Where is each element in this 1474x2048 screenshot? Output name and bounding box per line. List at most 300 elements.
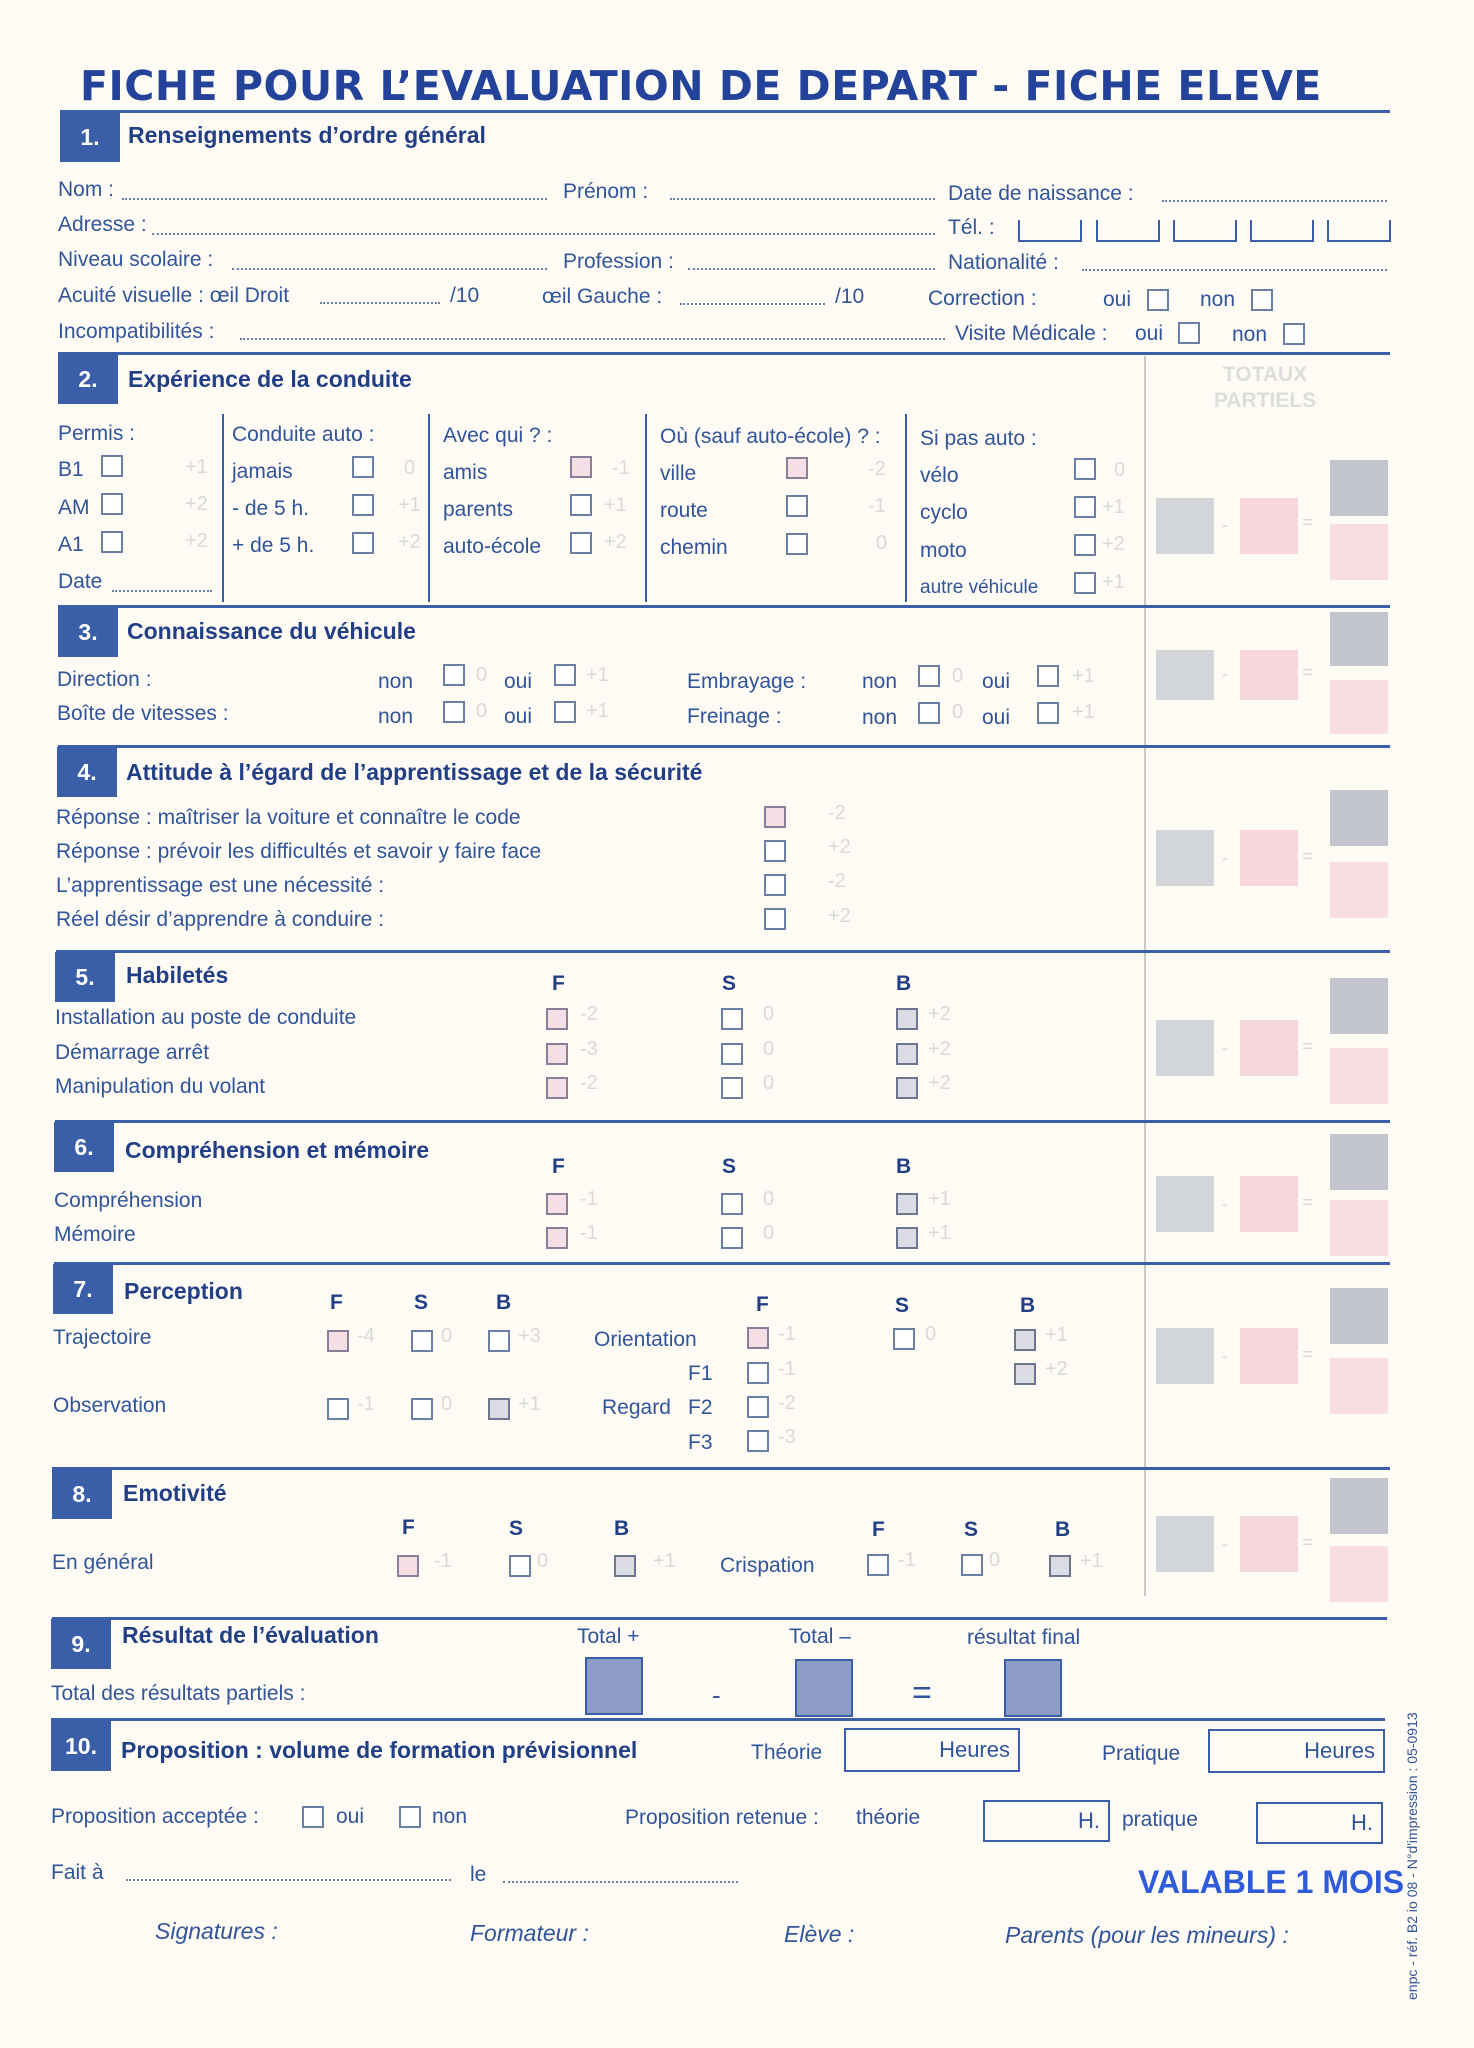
en-general-f-points: -1 <box>434 1550 452 1572</box>
correction-non-label: non <box>1200 288 1236 311</box>
acuite-droit-field[interactable] <box>320 302 440 304</box>
conduite-header: Conduite auto : <box>232 423 375 446</box>
permis-b1-label: B1 <box>58 458 84 481</box>
permis-column-divider <box>222 414 224 602</box>
nationalite-label: Nationalité : <box>948 251 1059 274</box>
perception-header-f: F <box>330 1291 343 1314</box>
avec-parents-points: +1 <box>604 494 627 516</box>
profession-label: Profession : <box>563 250 674 273</box>
crispation-label: Crispation <box>720 1554 815 1577</box>
parents-signature-label[interactable]: Parents (pour les mineurs) : <box>1005 1922 1289 1948</box>
memoire-s-checkbox[interactable] <box>721 1227 743 1249</box>
f3-f-points: -3 <box>778 1426 796 1448</box>
visite-oui-checkbox[interactable] <box>1178 322 1200 344</box>
memoire-b-points: +1 <box>928 1222 951 1244</box>
fait-a-label: Fait à <box>51 1861 104 1884</box>
observation-s-points: 0 <box>441 1393 453 1415</box>
sipas-moto-checkbox[interactable] <box>1074 534 1096 556</box>
conduite-jamais-points: 0 <box>404 457 416 479</box>
eleve-signature-label[interactable]: Elève : <box>784 1921 855 1947</box>
section-4-title: Attitude à l’égard de l’apprentissage et de la sécurité <box>126 759 703 785</box>
crispation-s-points: 0 <box>989 1549 1001 1571</box>
retenue-theorie-label: théorie <box>856 1806 921 1829</box>
tel-box-3[interactable] <box>1173 220 1237 242</box>
permis-a1-label: A1 <box>58 533 84 556</box>
acceptee-oui-checkbox[interactable] <box>302 1806 324 1828</box>
f1-label: F1 <box>688 1362 713 1385</box>
perception-header-s: S <box>414 1291 429 1314</box>
pratique-heures-field[interactable]: Heures <box>1208 1729 1385 1773</box>
conduite-moins5-points: +1 <box>398 494 421 516</box>
acceptee-non-checkbox[interactable] <box>399 1806 421 1828</box>
f3-f-checkbox[interactable] <box>747 1430 769 1452</box>
niveau-scolaire-label: Niveau scolaire : <box>58 248 214 271</box>
memoire-f-points: -1 <box>580 1222 598 1244</box>
section-9-number: 9. <box>51 1619 111 1669</box>
emotivite-header-b: B <box>614 1517 630 1540</box>
boite-non-checkbox[interactable] <box>443 701 465 723</box>
ou-ville-points: -2 <box>868 458 886 480</box>
freinage-oui-checkbox[interactable] <box>1037 702 1059 724</box>
en-general-b-checkbox[interactable] <box>614 1555 636 1577</box>
nom-field[interactable] <box>122 198 547 200</box>
attitude-row-4-label: Réel désir d’apprendre à conduire : <box>56 908 385 931</box>
installation-label: Installation au poste de conduite <box>55 1006 357 1029</box>
section-1-number: 1. <box>60 112 120 162</box>
visite-medicale-label: Visite Médicale : <box>955 322 1108 345</box>
embrayage-label: Embrayage : <box>687 670 807 693</box>
conduite-moins5-label: - de 5 h. <box>232 497 310 520</box>
nom-label: Nom : <box>58 178 115 201</box>
crispation-f-checkbox[interactable] <box>867 1554 889 1576</box>
avec-column-divider <box>645 414 647 602</box>
emotivite-header-s: S <box>509 1517 524 1540</box>
section-10-title: Proposition : volume de formation prévisionnel <box>121 1737 638 1763</box>
incompatibilites-field[interactable] <box>240 338 945 340</box>
visite-oui-label: oui <box>1135 322 1164 345</box>
permis-am-checkbox[interactable] <box>101 493 123 515</box>
permis-am-points: +2 <box>185 493 208 515</box>
embrayage-non-points: 0 <box>952 665 964 687</box>
boite-oui-points: +1 <box>586 700 609 722</box>
volant-b-checkbox[interactable] <box>896 1077 918 1099</box>
signatures-label: Signatures : <box>155 1918 278 1944</box>
memoire-label: Mémoire <box>54 1223 136 1246</box>
sipas-autre-label: autre véhicule <box>920 577 1039 598</box>
trajectoire-s-checkbox[interactable] <box>411 1330 433 1352</box>
section-8-rule <box>52 1467 1390 1470</box>
section-4-number: 4. <box>57 747 117 797</box>
permis-header: Permis : <box>58 422 136 445</box>
niveau-scolaire-field[interactable] <box>232 268 547 270</box>
direction-non-checkbox[interactable] <box>443 664 465 686</box>
sur-10-gauche: /10 <box>835 285 865 308</box>
crispation-f-points: -1 <box>898 1549 916 1571</box>
installation-s-points: 0 <box>763 1003 775 1025</box>
installation-f-checkbox[interactable] <box>546 1008 568 1030</box>
minus-sign: - <box>712 1680 721 1710</box>
attitude-row-3-points: -2 <box>828 870 846 892</box>
sipas-velo-label: vélo <box>920 464 959 487</box>
freinage-non-checkbox[interactable] <box>918 702 940 724</box>
avec-amis-checkbox[interactable] <box>570 456 592 478</box>
ou-chemin-checkbox[interactable] <box>786 533 808 555</box>
emotivite-header-b2: B <box>1055 1518 1071 1541</box>
section-6-title: Compréhension et mémoire <box>125 1137 430 1163</box>
page-title: FICHE POUR L’EVALUATION DE DEPART - FICHE ELEVE <box>80 62 1322 110</box>
section-3-rule <box>58 605 1390 608</box>
avec-autoecole-checkbox[interactable] <box>570 532 592 554</box>
observation-f-points: -1 <box>357 1393 375 1415</box>
direction-oui-checkbox[interactable] <box>554 664 576 686</box>
valable-1-mois-stamp: VALABLE 1 MOIS <box>1138 1864 1405 1900</box>
sipas-cyclo-checkbox[interactable] <box>1074 496 1096 518</box>
sipas-cyclo-label: cyclo <box>920 501 968 524</box>
retenue-theorie-field[interactable]: H. <box>983 1800 1110 1842</box>
total-moins-label: Total – <box>789 1625 851 1648</box>
permis-am-label: AM <box>58 496 90 519</box>
le-field[interactable] <box>503 1881 738 1883</box>
freinage-oui-points: +1 <box>1072 701 1095 723</box>
attitude-row-4-checkbox[interactable] <box>764 908 786 930</box>
permis-date-field[interactable] <box>112 590 212 592</box>
acuite-droit-label: Acuité visuelle : œil Droit <box>58 284 290 307</box>
f2-label: F2 <box>688 1396 713 1419</box>
date-naissance-label: Date de naissance : <box>948 182 1134 205</box>
total-plus-label: Total + <box>577 1625 640 1648</box>
equals-sign: = <box>912 1674 932 1712</box>
perception-header-b: B <box>496 1291 512 1314</box>
sipas-autre-points: +1 <box>1102 571 1125 593</box>
conduite-column-divider <box>428 414 430 602</box>
tel-box-1[interactable] <box>1018 220 1082 242</box>
embrayage-non-checkbox[interactable] <box>918 665 940 687</box>
emotivite-header-s2: S <box>964 1518 979 1541</box>
section-9-rule <box>52 1617 1387 1620</box>
ou-route-points: -1 <box>868 495 886 517</box>
ou-header: Où (sauf auto-école) ? : <box>660 425 881 448</box>
ou-ville-checkbox[interactable] <box>786 457 808 479</box>
correction-label: Correction : <box>928 287 1037 310</box>
visite-non-checkbox[interactable] <box>1283 323 1305 345</box>
crispation-s-checkbox[interactable] <box>961 1554 983 1576</box>
attitude-row-3-label: L’apprentissage est une nécessité : <box>56 874 385 897</box>
perception-header-s2: S <box>895 1294 910 1317</box>
correction-non-checkbox[interactable] <box>1251 289 1273 311</box>
emotivite-header-f: F <box>402 1516 415 1539</box>
sipas-moto-points: +2 <box>1102 533 1125 555</box>
oeil-gauche-field[interactable] <box>680 303 825 305</box>
en-general-f-checkbox[interactable] <box>397 1555 419 1577</box>
theorie-label: Théorie <box>751 1741 823 1764</box>
perception-header-b2: B <box>1020 1294 1036 1317</box>
print-reference: enpc - réf. B2 io 08 - N°d'impression : 05-0913 <box>1404 1712 1420 2000</box>
volant-s-checkbox[interactable] <box>721 1077 743 1099</box>
observation-s-checkbox[interactable] <box>411 1398 433 1420</box>
section-3-number: 3. <box>58 607 118 657</box>
section-3-title: Connaissance du véhicule <box>127 618 416 644</box>
proposition-retenue-label: Proposition retenue : <box>625 1806 819 1829</box>
date-naissance-field[interactable] <box>1162 200 1387 202</box>
oeil-gauche-label: œil Gauche : <box>542 285 663 308</box>
total-partiels-label: Total des résultats partiels : <box>51 1682 306 1705</box>
demarrage-s-checkbox[interactable] <box>721 1043 743 1065</box>
fait-a-field[interactable] <box>126 1879 451 1881</box>
profession-field[interactable] <box>688 268 935 270</box>
boite-oui-label: oui <box>504 705 533 728</box>
f2-f-checkbox[interactable] <box>747 1396 769 1418</box>
totaux-partiels-label: TOTAUX PARTIELS <box>1213 363 1317 412</box>
section-1-title: Renseignements d’ordre général <box>128 122 486 148</box>
emotivite-header-f2: F <box>872 1518 885 1541</box>
orientation-s-points: 0 <box>925 1323 937 1345</box>
ou-column-divider <box>905 414 907 602</box>
attitude-row-1-label: Réponse : maîtriser la voiture et connaître le code <box>56 806 521 829</box>
section-2-title: Expérience de la conduite <box>128 366 412 392</box>
memoire-b-checkbox[interactable] <box>896 1227 918 1249</box>
regard-label: Regard <box>602 1396 671 1419</box>
comprehension-label: Compréhension <box>54 1189 203 1212</box>
demarrage-label: Démarrage arrêt <box>55 1041 210 1064</box>
observation-b-checkbox[interactable] <box>488 1398 510 1420</box>
freinage-oui-label: oui <box>982 706 1011 729</box>
memoire-s-points: 0 <box>763 1222 775 1244</box>
f1-f-checkbox[interactable] <box>747 1362 769 1384</box>
sur-10-droit: /10 <box>450 284 480 307</box>
prenom-field[interactable] <box>670 198 935 200</box>
crispation-b-points: +1 <box>1080 1550 1103 1572</box>
nationalite-field[interactable] <box>1082 269 1387 271</box>
demarrage-s-points: 0 <box>763 1038 775 1060</box>
conduite-plus5-label: + de 5 h. <box>232 534 315 557</box>
sipas-velo-points: 0 <box>1114 459 1126 481</box>
sipas-moto-label: moto <box>920 539 967 562</box>
habiletes-header-f: F <box>552 972 565 995</box>
orientation-s-checkbox[interactable] <box>893 1328 915 1350</box>
section-7-title: Perception <box>124 1278 243 1304</box>
acceptee-non-label: non <box>432 1805 468 1828</box>
volant-b-points: +2 <box>928 1072 951 1094</box>
en-general-b-points: +1 <box>653 1550 676 1572</box>
demarrage-b-checkbox[interactable] <box>896 1043 918 1065</box>
direction-oui-label: oui <box>504 670 533 693</box>
installation-b-points: +2 <box>928 1003 951 1025</box>
acceptee-oui-label: oui <box>336 1805 365 1828</box>
permis-b1-checkbox[interactable] <box>101 455 123 477</box>
direction-non-points: 0 <box>476 664 488 686</box>
resultat-final-label: résultat final <box>967 1626 1081 1649</box>
direction-non-label: non <box>378 670 414 693</box>
ou-chemin-label: chemin <box>660 536 728 559</box>
title-underline <box>60 110 1390 113</box>
boite-oui-checkbox[interactable] <box>554 701 576 723</box>
boite-non-label: non <box>378 705 414 728</box>
avec-autoecole-label: auto-école <box>443 535 542 558</box>
total-plus-box[interactable] <box>585 1657 643 1715</box>
orientation-b-checkbox[interactable] <box>1014 1329 1036 1351</box>
conduite-plus5-checkbox[interactable] <box>352 532 374 554</box>
crispation-b-checkbox[interactable] <box>1049 1555 1071 1577</box>
comprehension-header-b: B <box>896 1155 912 1178</box>
section-8-number: 8. <box>52 1469 112 1519</box>
tel-box-2[interactable] <box>1096 220 1160 242</box>
volant-f-points: -2 <box>580 1072 598 1094</box>
demarrage-b-points: +2 <box>928 1038 951 1060</box>
observation-f-checkbox[interactable] <box>327 1398 349 1420</box>
permis-a1-points: +2 <box>185 530 208 552</box>
orientation-label: Orientation <box>594 1328 697 1351</box>
habiletes-header-s: S <box>722 972 737 995</box>
proposition-acceptee-label: Proposition acceptée : <box>51 1805 259 1828</box>
totals-column-divider <box>1144 356 1146 1596</box>
observation-b-points: +1 <box>518 1393 541 1415</box>
orientation-f-checkbox[interactable] <box>747 1327 769 1349</box>
perception-header-f2: F <box>756 1293 769 1316</box>
freinage-non-label: non <box>862 706 898 729</box>
orientation-b-points: +1 <box>1045 1324 1068 1346</box>
section-9-title: Résultat de l’évaluation <box>122 1622 379 1648</box>
en-general-label: En général <box>52 1551 154 1574</box>
permis-b1-points: +1 <box>185 456 208 478</box>
section-10-rule <box>51 1718 1385 1721</box>
f3-label: F3 <box>688 1431 713 1454</box>
volant-s-points: 0 <box>763 1072 775 1094</box>
attitude-row-3-checkbox[interactable] <box>764 874 786 896</box>
section-2-rule <box>58 352 1390 355</box>
orientation-f-points: -1 <box>778 1323 796 1345</box>
comprehension-s-points: 0 <box>763 1188 775 1210</box>
en-general-s-checkbox[interactable] <box>509 1555 531 1577</box>
trajectoire-f-checkbox[interactable] <box>327 1330 349 1352</box>
trajectoire-b-points: +3 <box>518 1325 541 1347</box>
volant-label: Manipulation du volant <box>55 1075 266 1098</box>
adresse-field[interactable] <box>152 233 935 235</box>
comprehension-b-checkbox[interactable] <box>896 1193 918 1215</box>
sipas-autre-checkbox[interactable] <box>1074 572 1096 594</box>
comprehension-b-points: +1 <box>928 1188 951 1210</box>
memoire-f-checkbox[interactable] <box>546 1227 568 1249</box>
tel-box-4[interactable] <box>1250 220 1314 242</box>
installation-f-points: -2 <box>580 1003 598 1025</box>
embrayage-oui-checkbox[interactable] <box>1037 665 1059 687</box>
section-7-rule <box>54 1262 1390 1265</box>
attitude-row-2-points: +2 <box>828 836 851 858</box>
conduite-moins5-checkbox[interactable] <box>352 494 374 516</box>
ou-route-checkbox[interactable] <box>786 495 808 517</box>
comprehension-header-s: S <box>722 1155 737 1178</box>
section-6-rule <box>55 1120 1390 1123</box>
section-6-number: 6. <box>54 1122 114 1172</box>
formateur-signature-label[interactable]: Formateur : <box>470 1920 589 1946</box>
trajectoire-b-checkbox[interactable] <box>488 1330 510 1352</box>
section-7-number: 7. <box>53 1264 113 1314</box>
embrayage-oui-label: oui <box>982 670 1011 693</box>
demarrage-f-points: -3 <box>580 1038 598 1060</box>
volant-f-checkbox[interactable] <box>546 1077 568 1099</box>
observation-label: Observation <box>53 1394 167 1417</box>
theorie-heures-field[interactable]: Heures <box>844 1728 1020 1772</box>
embrayage-oui-points: +1 <box>1072 665 1095 687</box>
installation-s-checkbox[interactable] <box>721 1008 743 1030</box>
boite-non-points: 0 <box>476 700 488 722</box>
retenue-pratique-field[interactable]: H. <box>1256 1802 1383 1844</box>
trajectoire-s-points: 0 <box>441 1325 453 1347</box>
correction-oui-checkbox[interactable] <box>1147 289 1169 311</box>
f1-f-points: -1 <box>778 1358 796 1380</box>
attitude-row-4-points: +2 <box>828 905 851 927</box>
boite-label: Boîte de vitesses : <box>57 702 229 725</box>
f1-b-checkbox[interactable] <box>1014 1363 1036 1385</box>
ou-chemin-points: 0 <box>876 532 888 554</box>
avec-amis-points: -1 <box>612 457 630 479</box>
adresse-label: Adresse : <box>58 213 147 236</box>
direction-label: Direction : <box>57 668 152 691</box>
permis-a1-checkbox[interactable] <box>101 531 123 553</box>
incompatibilites-label: Incompatibilités : <box>58 320 215 343</box>
habiletes-header-b: B <box>896 972 912 995</box>
comprehension-s-checkbox[interactable] <box>721 1193 743 1215</box>
sipas-header: Si pas auto : <box>920 427 1037 450</box>
resultat-final-box[interactable] <box>1004 1659 1062 1717</box>
avec-parents-label: parents <box>443 498 514 521</box>
section-2-number: 2. <box>58 354 118 404</box>
f2-f-points: -2 <box>778 1392 796 1414</box>
pratique-label: Pratique <box>1102 1742 1181 1765</box>
attitude-row-2-label: Réponse : prévoir les difficultés et savoir y faire face <box>56 840 542 863</box>
total-moins-box[interactable] <box>795 1659 853 1717</box>
retenue-pratique-label: pratique <box>1122 1808 1198 1831</box>
conduite-plus5-points: +2 <box>398 531 421 553</box>
freinage-non-points: 0 <box>952 701 964 723</box>
en-general-s-points: 0 <box>537 1550 549 1572</box>
ou-ville-label: ville <box>660 462 697 485</box>
attitude-row-2-checkbox[interactable] <box>764 840 786 862</box>
avec-parents-checkbox[interactable] <box>570 494 592 516</box>
sipas-cyclo-points: +1 <box>1102 496 1125 518</box>
section-4-rule <box>58 745 1390 748</box>
installation-b-checkbox[interactable] <box>896 1008 918 1030</box>
permis-date-label: Date <box>58 570 103 593</box>
correction-oui-label: oui <box>1103 288 1132 311</box>
tel-box-5[interactable] <box>1327 220 1391 242</box>
freinage-label: Freinage : <box>687 705 782 728</box>
f1-b-points: +2 <box>1045 1358 1068 1380</box>
conduite-jamais-label: jamais <box>232 460 293 483</box>
section-5-number: 5. <box>55 952 115 1002</box>
attitude-row-1-checkbox[interactable] <box>764 806 786 828</box>
avec-amis-label: amis <box>443 461 488 484</box>
comprehension-f-checkbox[interactable] <box>546 1193 568 1215</box>
avec-autoecole-points: +2 <box>604 531 627 553</box>
avec-header: Avec qui ? : <box>443 424 553 447</box>
section-5-title: Habiletés <box>126 962 229 988</box>
conduite-jamais-checkbox[interactable] <box>352 456 374 478</box>
tel-label: Tél. : <box>948 216 995 239</box>
sipas-velo-checkbox[interactable] <box>1074 458 1096 480</box>
section-5-rule <box>56 950 1390 953</box>
comprehension-header-f: F <box>552 1155 565 1178</box>
prenom-label: Prénom : <box>563 180 649 203</box>
section-8-title: Emotivité <box>123 1480 227 1506</box>
direction-oui-points: +1 <box>586 664 609 686</box>
trajectoire-label: Trajectoire <box>53 1326 152 1349</box>
attitude-row-1-points: -2 <box>828 802 846 824</box>
ou-route-label: route <box>660 499 708 522</box>
demarrage-f-checkbox[interactable] <box>546 1043 568 1065</box>
embrayage-non-label: non <box>862 670 898 693</box>
visite-non-label: non <box>1232 323 1268 346</box>
le-label: le <box>470 1863 487 1886</box>
